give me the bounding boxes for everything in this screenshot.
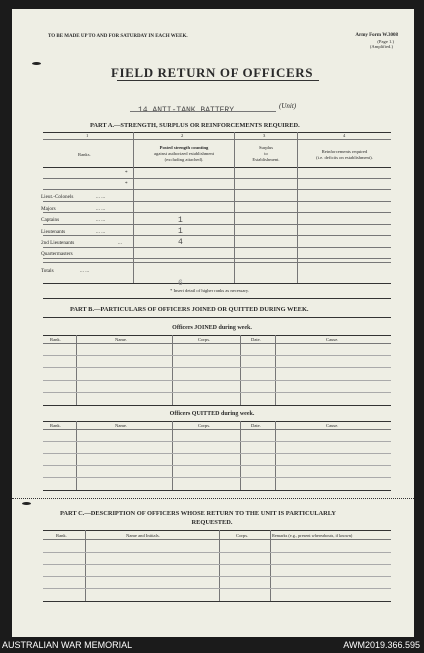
part-c-col-rank: Rank.	[56, 533, 67, 538]
quitted-col-rank: Rank.	[50, 423, 61, 428]
second-lieutenants-count: 4	[178, 238, 183, 247]
title-underline	[117, 80, 319, 81]
quitted-title: Officers QUITTED during week.	[169, 411, 255, 417]
unit-underline	[130, 111, 276, 112]
unit-label: (Unit)	[279, 102, 297, 110]
perforation-line	[12, 498, 414, 499]
asterisk-row-2: *	[125, 181, 128, 187]
rank-dots: ...	[118, 240, 122, 246]
form-page-number: (Page 1.)	[377, 39, 394, 44]
col-head-posted-line1: Posted strength counting	[159, 145, 209, 150]
joined-col-corps: Corps.	[198, 337, 211, 342]
rank-label: 2nd Lieutenants	[41, 240, 75, 246]
part-a-bottom-rule	[43, 298, 391, 299]
part-a-heading: PART A.—STRENGTH, SURPLUS OR REINFORCEMENTS REQUIRED.	[90, 122, 300, 129]
header-instruction: TO BE MADE UP TO AND FOR SATURDAY IN EACH WEEK.	[48, 34, 188, 39]
quitted-col-corps: Corps.	[198, 423, 211, 428]
quitted-col-name: Name.	[115, 423, 128, 428]
footer-institution: AUSTRALIAN WAR MEMORIAL	[2, 640, 133, 650]
part-c-heading-line2: REQUESTED.	[191, 519, 233, 526]
totals-dots: ... ...	[80, 268, 90, 274]
col-head-surplus-line1: Surplus	[258, 145, 274, 150]
col-head-posted-line3: (excluding attached).	[164, 157, 204, 162]
joined-col-cause: Cause.	[326, 337, 339, 342]
col-head-ranks: Ranks.	[78, 152, 91, 157]
quitted-col-cause: Cause.	[326, 423, 339, 428]
form-title: FIELD RETURN OF OFFICERS	[110, 65, 314, 80]
rank-label: Quartermasters	[41, 251, 73, 257]
col-number-3: 3	[263, 133, 266, 138]
joined-col-date: Date.	[251, 337, 261, 342]
joined-col-rank: Rank.	[50, 337, 61, 342]
captains-count: 1	[178, 216, 183, 225]
totals-label: Totals	[41, 268, 54, 274]
col-number-1: 1	[86, 133, 89, 138]
col-head-reinforcements-line1: Reinforcements required	[321, 149, 368, 154]
col-number-4: 4	[343, 133, 346, 138]
col-head-posted-line2: against authorized establishment	[154, 151, 214, 156]
rank-label: Captains	[41, 217, 60, 223]
part-c-heading-line1: PART C.—DESCRIPTION OF OFFICERS WHOSE RETURN TO THE UNIT IS PARTICULARLY	[60, 510, 337, 517]
col-head-surplus-line2: to	[264, 151, 268, 156]
quitted-col-date: Date.	[251, 423, 261, 428]
rank-label: Lieutenants	[41, 229, 66, 235]
rank-dots: ... ...	[96, 229, 106, 235]
rank-dots: ... ...	[96, 217, 106, 223]
totals-value: 6	[178, 279, 183, 288]
col-number-2: 2	[181, 133, 184, 138]
part-c-col-corps: Corps.	[236, 533, 249, 538]
rank-dots: ... ...	[96, 206, 106, 212]
part-c-col-remarks: Remarks (e.g., present whereabouts, if known)	[272, 533, 353, 538]
joined-col-name: Name.	[115, 337, 128, 342]
punch-hole-mark	[22, 502, 31, 505]
rank-label: Majors	[41, 206, 56, 212]
col-head-reinforcements-line2: (i.e. deficits on establishment).	[316, 155, 373, 160]
col-head-surplus-line3: Establishment.	[252, 157, 280, 162]
part-b-heading: PART B.—PARTICULARS OF OFFICERS JOINED OR QUITTED DURING WEEK.	[70, 306, 309, 313]
footnote: * Insert detail of higher ranks as necessary.	[170, 288, 250, 293]
form-status: (Amplified.)	[369, 44, 393, 49]
lieutenants-count: 1	[178, 227, 183, 236]
joined-title: Officers JOINED during week.	[172, 325, 252, 331]
part-c-col-name: Name and Initials.	[126, 533, 160, 538]
asterisk-row-1: *	[125, 170, 128, 176]
rank-label: Lieut.-Colonels	[41, 194, 74, 200]
rank-dots: ... ...	[96, 194, 106, 200]
form-number: Army Form W.3008	[355, 33, 398, 38]
part-b-rule	[43, 317, 391, 318]
footer-accession-number: AWM2019.366.595	[343, 640, 420, 650]
form-page	[12, 9, 414, 637]
unit-typed-value: 14 ANTI-TANK BATTERY	[138, 106, 235, 115]
